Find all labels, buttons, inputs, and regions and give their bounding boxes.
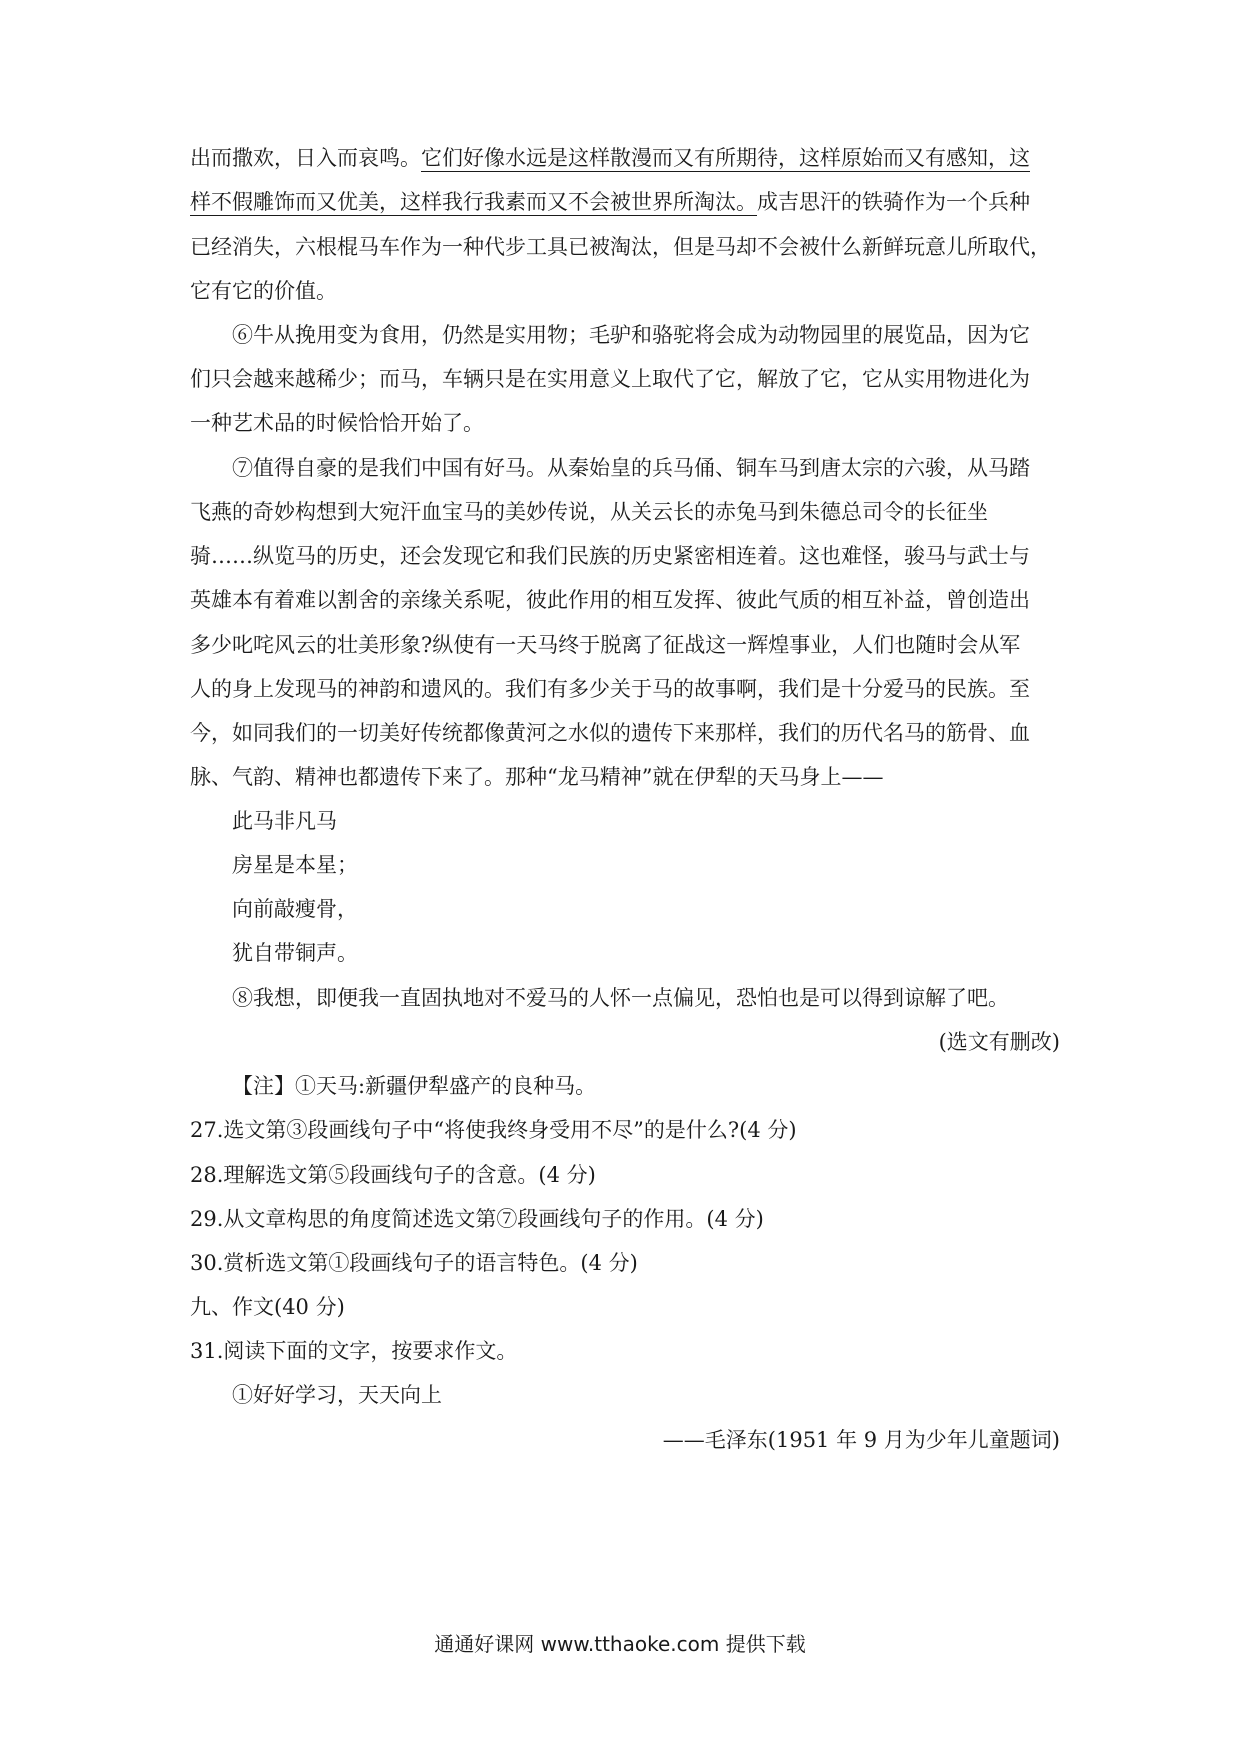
paragraph-7-line-3: 骑……纵览马的历史，还会发现它和我们民族的历史紧密相连着。这也难怪，骏马与武士与 — [190, 544, 1030, 568]
question-30: 30.赏析选文第①段画线句子的语言特色。(4 分) — [190, 1251, 638, 1275]
paragraph-7-line-1: ⑦值得自豪的是我们中国有好马。从秦始皇的兵马俑、铜车马到唐太宗的六骏，从马踏 — [232, 456, 1030, 480]
paragraph-7-line-2: 飞燕的奇妙构想到大宛汗血宝马的美妙传说，从关云长的赤兔马到朱德总司令的长征坐 — [190, 500, 988, 524]
paragraph-7-line-7: 今，如同我们的一切美好传统都像黄河之水似的遗传下来那样，我们的历代名马的筋骨、血 — [190, 721, 1030, 745]
underlined-sentence: 它们好像水远是这样散漫而又有所期待，这样原始而又有感知，这 — [421, 146, 1030, 170]
paragraph-6-line-1: ⑥牛从挽用变为食用，仍然是实用物；毛驴和骆驼将会成为动物园里的展览品，因为它 — [232, 323, 1030, 347]
poem-line-1: 此马非凡马 — [232, 809, 337, 833]
poem-line-3: 向前敲瘦骨， — [232, 897, 358, 921]
quote-attribution: ——毛泽东(1951 年 9 月为少年儿童题词) — [662, 1428, 1060, 1452]
paragraph-7-line-4: 英雄本有着难以割舍的亲缘关系呢，彼此作用的相互发挥、彼此气质的相互补益，曾创造出 — [190, 588, 1030, 612]
question-27: 27.选文第③段画线句子中“将使我终身受用不尽”的是什么?(4 分) — [190, 1118, 797, 1142]
underlined-sentence-cont: 样不假雕饰而又优美，这样我行我素而又不会被世界所淘汰。 — [190, 190, 757, 214]
question-28: 28.理解选文第⑤段画线句子的含意。(4 分) — [190, 1163, 596, 1187]
poem-line-2: 房星是本星； — [232, 853, 358, 877]
paragraph-5-line-1 — [190, 143, 1060, 173]
question-31: 31.阅读下面的文字，按要求作文。 — [190, 1339, 518, 1363]
section-9-heading: 九、作文(40 分) — [190, 1295, 345, 1319]
paragraph-5-line-4: 它有它的价值。 — [190, 279, 337, 303]
paragraph-6-line-3: 一种艺术品的时候恰恰开始了。 — [190, 411, 484, 435]
page-footer: 通通好课网 www.tthaoke.com 提供下载 — [434, 1632, 806, 1656]
paragraph-7-line-8: 脉、气韵、精神也都遗传下来了。那种“龙马精神”就在伊犁的天马身上—— — [190, 765, 884, 789]
paragraph-5-plain-text: 成吉思汗的铁骑作为一个兵种 — [757, 190, 1030, 214]
annotation-note: 【注】①天马:新疆伊犁盛产的良种马。 — [232, 1074, 597, 1098]
paragraph-5-plain-text: 出而撒欢，日入而哀鸣。 — [190, 146, 421, 170]
source-note: (选文有删改) — [938, 1030, 1060, 1054]
paragraph-8: ⑧我想，即便我一直固执地对不爱马的人怀一点偏见，恐怕也是可以得到谅解了吧。 — [232, 986, 1009, 1010]
poem-line-4: 犹自带铜声。 — [232, 941, 358, 965]
paragraph-7-line-6: 人的身上发现马的神韵和遗风的。我们有多少关于马的故事啊，我们是十分爱马的民族。至 — [190, 677, 1030, 701]
essay-quote: ①好好学习，天天向上 — [232, 1383, 442, 1407]
question-29: 29.从文章构思的角度简述选文第⑦段画线句子的作用。(4 分) — [190, 1207, 764, 1231]
paragraph-6-line-2: 们只会越来越稀少；而马，车辆只是在实用意义上取代了它，解放了它，它从实用物进化为 — [190, 367, 1030, 391]
paragraph-5-line-2 — [190, 187, 1060, 217]
paragraph-7-line-5: 多少叱咤风云的壮美形象?纵使有一天马终于脱离了征战这一辉煌事业，人们也随时会从军 — [190, 633, 1021, 657]
paragraph-5-line-3: 已经消失，六根棍马车作为一种代步工具已被淘汰，但是马却不会被什么新鲜玩意儿所取代， — [190, 235, 1051, 259]
